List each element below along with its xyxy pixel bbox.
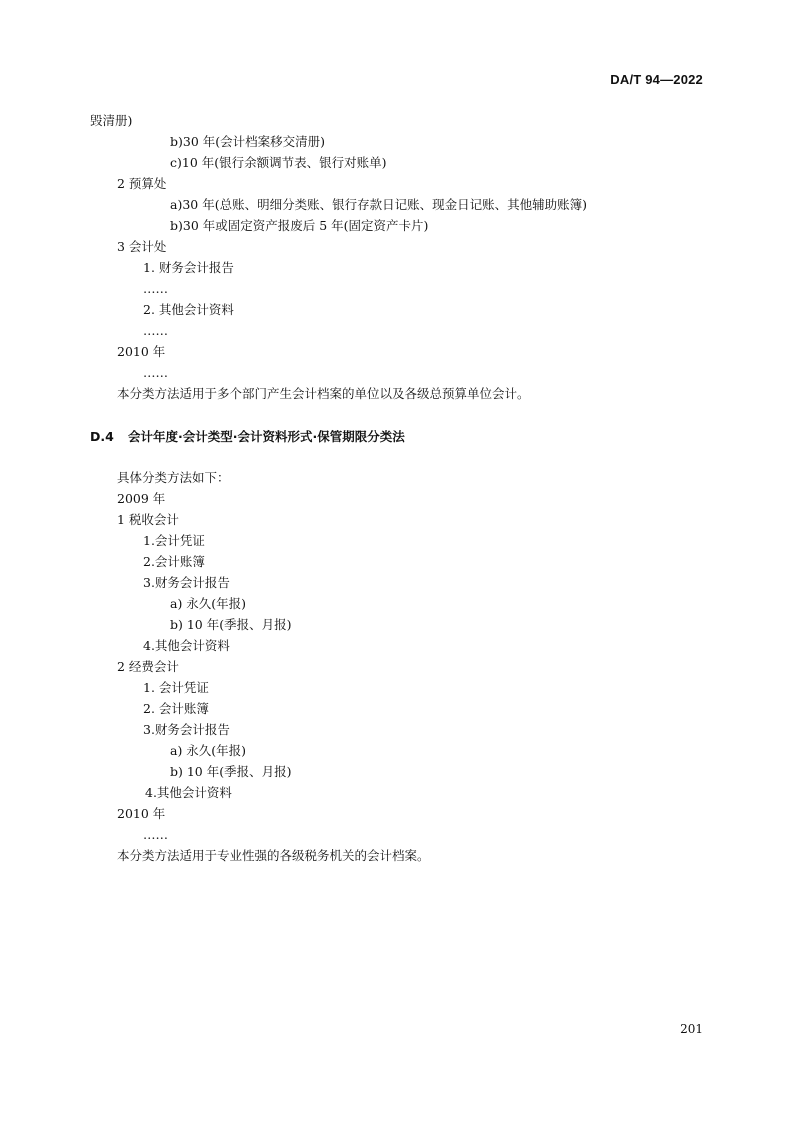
list-item: 2. 会计账簿: [143, 701, 209, 716]
section-number: D.4: [90, 429, 114, 444]
paragraph: 本分类方法适用于专业性强的各级税务机关的会计档案。: [117, 848, 430, 863]
list-item: b) 10 年(季报、月报): [170, 617, 292, 632]
ellipsis: ……: [143, 323, 168, 338]
ellipsis: ……: [143, 365, 168, 380]
year-heading: 2010 年: [117, 806, 166, 821]
standard-id: DA/T 94—2022: [610, 72, 703, 87]
list-item: 3.财务会计报告: [143, 722, 230, 737]
list-item: a)30 年(总账、明细分类账、银行存款日记账、现金日记账、其他辅助账簿): [170, 197, 587, 212]
list-item: b)30 年(会计档案移交清册): [170, 134, 326, 149]
list-item: b) 10 年(季报、月报): [170, 764, 292, 779]
text-line: 毁清册): [90, 113, 133, 128]
ellipsis: ……: [143, 281, 168, 296]
list-item: 3.财务会计报告: [143, 575, 230, 590]
list-item: a) 永久(年报): [170, 743, 247, 758]
list-item: c)10 年(银行余额调节表、银行对账单): [170, 155, 387, 170]
page-number: 201: [680, 1022, 703, 1036]
year-heading: 2009 年: [117, 491, 166, 506]
list-item: 2. 其他会计资料: [143, 302, 234, 317]
list-item: 1. 会计凭证: [143, 680, 209, 695]
list-item: 3 会计处: [117, 239, 167, 254]
section-heading: [90, 429, 405, 445]
list-item: 2 经费会计: [117, 659, 179, 674]
section-title: 会计年度·会计类型·会计资料形式·保管期限分类法: [128, 429, 405, 444]
list-item: 4.其他会计资料: [145, 785, 232, 800]
list-item: 1.会计凭证: [143, 533, 205, 548]
paragraph: 具体分类方法如下：: [117, 470, 230, 485]
list-item: 2.会计账簿: [143, 554, 205, 569]
list-item: 4.其他会计资料: [143, 638, 230, 653]
list-item: 1. 财务会计报告: [143, 260, 234, 275]
list-item: a) 永久(年报): [170, 596, 247, 611]
list-item: 1 税收会计: [117, 512, 179, 527]
list-item: b)30 年或固定资产报废后 5 年(固定资产卡片): [170, 218, 429, 233]
ellipsis: ……: [143, 827, 168, 842]
paragraph: 本分类方法适用于多个部门产生会计档案的单位以及各级总预算单位会计。: [117, 386, 530, 401]
list-item: 2 预算处: [117, 176, 167, 191]
year-heading: 2010 年: [117, 344, 166, 359]
